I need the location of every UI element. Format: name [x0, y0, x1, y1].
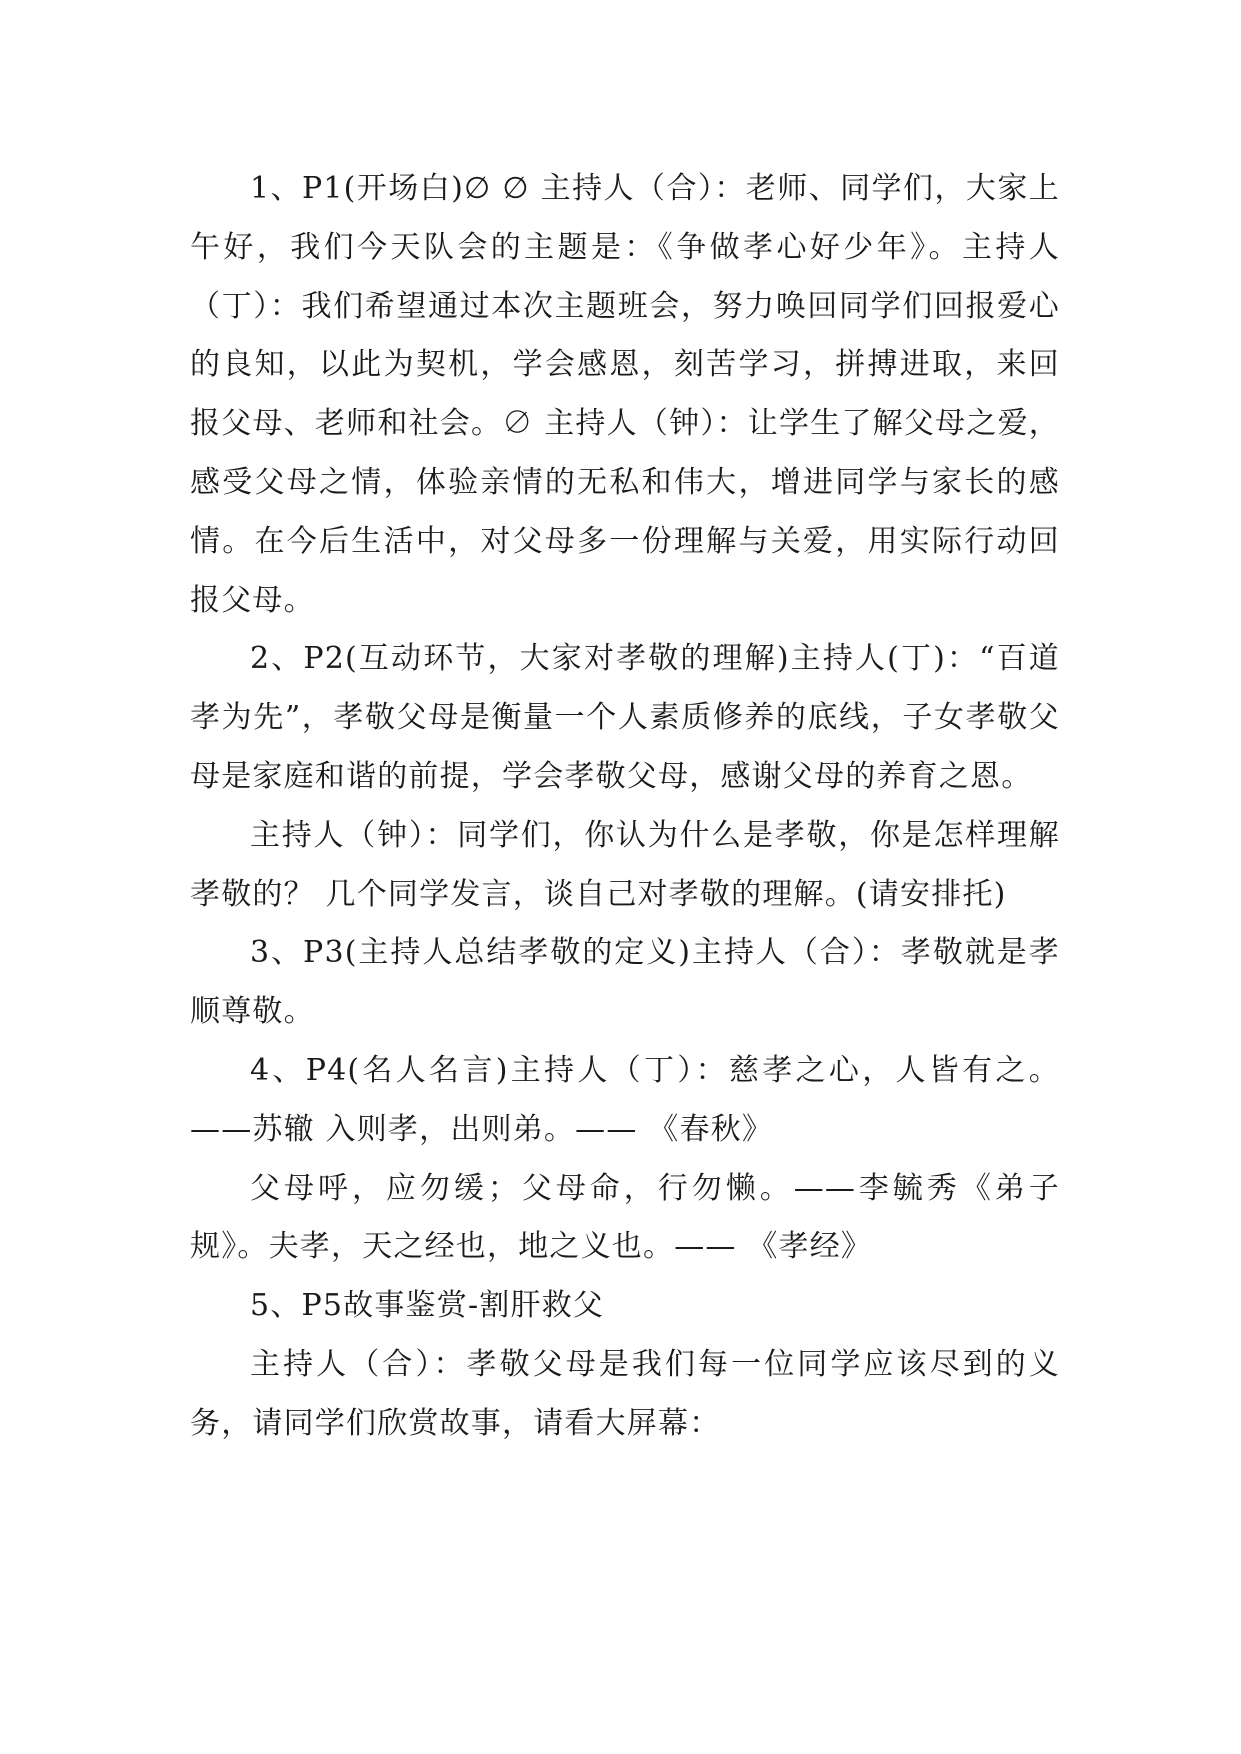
paragraph-definition: 3、P3(主持人总结孝敬的定义)主持人（合）：孝敬就是孝顺尊敬。 — [190, 935, 1060, 1030]
paragraph-quotes-continued: 父母呼，应勿缓；父母命，行勿懒。——李毓秀《弟子规》。夫孝，天之经也，地之义也。—— 《孝经》 — [190, 1170, 1060, 1265]
document-body — [190, 160, 1060, 1454]
paragraph-discussion: 主持人（钟）：同学们，你认为什么是孝敬，你是怎样理解孝敬的？ 几个同学发言，谈自己对孝敬的理解。(请安排托) — [190, 817, 1060, 912]
paragraph-interaction: 2、P2(互动环节，大家对孝敬的理解)主持人(丁)：“百道孝为先”，孝敬父母是衡量一个人素质修养的底线，子女孝敬父母是家庭和谐的前提，学会孝敬父母，感谢父母的养育之恩。 — [190, 641, 1060, 794]
paragraph-story-intro: 主持人（合）：孝敬父母是我们每一位同学应该尽到的义务，请同学们欣赏故事，请看大屏幕： — [190, 1346, 1060, 1441]
paragraph-opening: 1、P1(开场白)∅ ∅ 主持人（合）：老师、同学们，大家上午好，我们今天队会的主题是：《争做孝心好少年》。主持人（丁）：我们希望通过本次主题班会，努力唤回同学们回报爱心的良知，以此为契机，学会感恩，刻苦学习，拼搏进取，来回报父母、老师和社会。∅ 主持人（钟）：让学生了解父母之爱，感受父母之情，体验亲情的无私和伟大，增进同学与家长的感情。在今后生活中，对父母多一份理解与关爱，用实际行动回报父母。 — [190, 171, 1060, 618]
paragraph-story-title: 5、P5故事鉴赏-割肝救父 — [250, 1288, 605, 1324]
paragraph-quotes: 4、P4(名人名言)主持人（丁）：慈孝之心，人皆有之。——苏辙 入则孝，出则弟。—— 《春秋》 — [190, 1052, 1060, 1147]
